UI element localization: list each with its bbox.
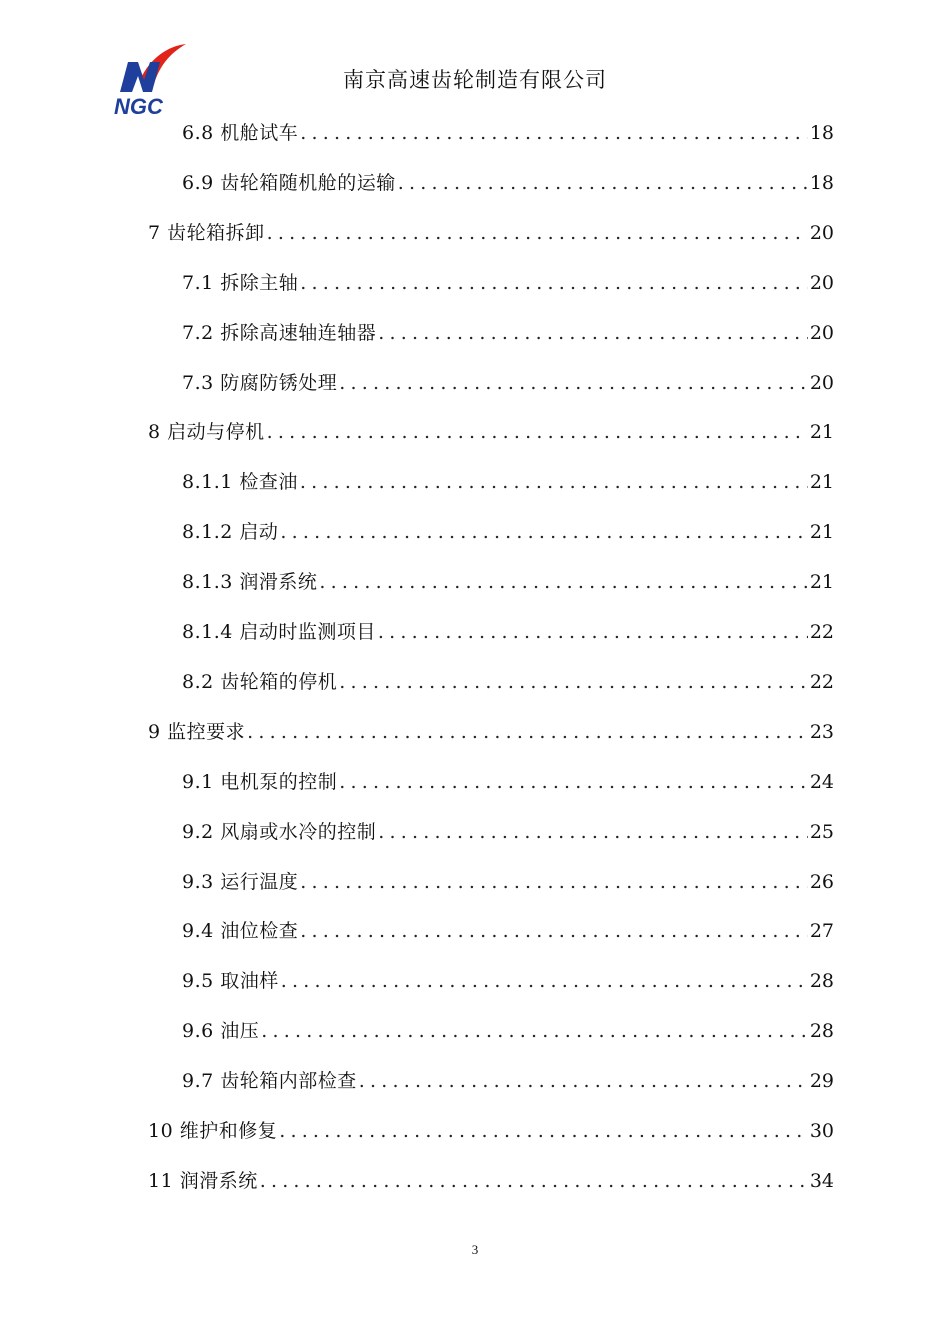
- toc-entry[interactable]: [182, 667, 834, 697]
- toc-dot-leader: [260, 1170, 808, 1192]
- toc-dot-leader: [279, 1120, 808, 1142]
- toc-dot-leader: [378, 821, 808, 843]
- toc-entry-title: 7.2 拆除高速轴连轴器: [182, 321, 377, 344]
- toc-entry[interactable]: [182, 467, 834, 497]
- toc-dot-leader: [359, 1070, 808, 1092]
- logo-text: NGC: [114, 94, 163, 118]
- toc-entry[interactable]: [148, 218, 834, 248]
- toc-entry[interactable]: [182, 767, 834, 797]
- toc-entry-page: 29: [809, 1070, 834, 1093]
- toc-entry-title: 10 维护和修复: [148, 1120, 278, 1142]
- toc-entry[interactable]: [148, 417, 834, 447]
- toc-dot-leader: [378, 322, 808, 344]
- toc-entry[interactable]: [182, 817, 834, 847]
- toc-entry-title: 9.6 油压: [182, 1020, 260, 1043]
- toc-dot-leader: [267, 222, 808, 244]
- toc-entry-title: 9 监控要求: [148, 720, 246, 743]
- toc-dot-leader: [261, 1020, 808, 1042]
- toc-entry-title: 9.1 电机泵的控制: [182, 770, 338, 793]
- toc-dot-leader: [300, 471, 808, 493]
- toc-entry[interactable]: [182, 118, 834, 148]
- toc-entry-page: 25: [809, 820, 834, 843]
- toc-entry-page: 18: [809, 171, 834, 194]
- toc-entry[interactable]: [182, 617, 834, 647]
- toc-dot-leader: [300, 122, 808, 144]
- toc-entry-page: 20: [809, 271, 834, 294]
- toc-entry[interactable]: [182, 368, 834, 398]
- toc-entry-page: 20: [809, 221, 834, 244]
- toc-entry-title: 9.4 油位检查: [182, 920, 299, 943]
- toc-entry-page: 24: [809, 770, 834, 793]
- toc-entry[interactable]: [182, 966, 834, 996]
- toc-entry-title: 9.2 风扇或水冷的控制: [182, 820, 377, 843]
- toc-entry[interactable]: [182, 1016, 834, 1046]
- toc-entry-title: 8.1.2 启动: [182, 521, 279, 544]
- toc-entry[interactable]: [182, 567, 834, 597]
- toc-dot-leader: [319, 571, 807, 593]
- toc-entry-title: 6.8 机舱试车: [182, 122, 299, 144]
- toc-dot-leader: [247, 721, 808, 743]
- toc-entry-title: 9.5 取油样: [182, 970, 279, 993]
- toc-entry-page: 20: [809, 371, 834, 394]
- toc-entry-title: 8 启动与停机: [148, 421, 265, 444]
- toc-entry[interactable]: [182, 1066, 834, 1096]
- toc-entry[interactable]: [148, 717, 834, 747]
- toc-entry[interactable]: [182, 318, 834, 348]
- toc-entry-title: 7.3 防腐防锈处理: [182, 371, 338, 394]
- toc-entry-title: 8.2 齿轮箱的停机: [182, 670, 338, 693]
- toc-entry-page: 18: [809, 122, 834, 144]
- toc-dot-leader: [378, 621, 808, 643]
- toc-entry-page: 21: [809, 521, 834, 544]
- toc-entry-title: 8.1.4 启动时监测项目: [182, 621, 376, 643]
- toc-entry[interactable]: [182, 268, 834, 298]
- toc-entry-page: 21: [809, 571, 834, 594]
- toc-entry[interactable]: [182, 168, 834, 198]
- toc-entry[interactable]: [148, 1166, 834, 1196]
- toc-dot-leader: [300, 920, 808, 942]
- toc-dot-leader: [300, 272, 808, 294]
- toc-dot-leader: [281, 970, 808, 992]
- toc-entry-page: 34: [809, 1169, 834, 1192]
- toc-entry-title: 6.9 齿轮箱随机舱的运输: [182, 171, 396, 194]
- toc-entry-title: 7 齿轮箱拆卸: [148, 221, 265, 244]
- toc-dot-leader: [267, 421, 808, 443]
- toc-entry-page: 30: [809, 1120, 834, 1142]
- toc-entry[interactable]: [182, 916, 834, 946]
- toc-dot-leader: [339, 771, 808, 793]
- toc-entry-page: 28: [809, 970, 834, 993]
- toc-entry[interactable]: [182, 517, 834, 547]
- toc-dot-leader: [398, 172, 808, 194]
- toc-dot-leader: [300, 871, 808, 893]
- toc-dot-leader: [339, 671, 808, 693]
- toc-entry-page: 28: [809, 1020, 834, 1043]
- toc-entry-title: 11 润滑系统: [148, 1169, 258, 1192]
- toc-entry-page: 21: [809, 421, 834, 444]
- toc-entry-page: 21: [809, 471, 834, 494]
- toc-entry-title: 7.1 拆除主轴: [182, 271, 299, 294]
- toc-entry-page: 26: [809, 870, 834, 893]
- toc-entry-page: 20: [809, 321, 834, 344]
- company-name: 南京高速齿轮制造有限公司: [343, 68, 607, 92]
- toc-entry[interactable]: [148, 1116, 834, 1146]
- toc-dot-leader: [280, 521, 807, 543]
- toc-entry-title: 8.1.1 检查油: [182, 471, 298, 494]
- page-number: 3: [471, 1242, 479, 1257]
- toc-entry-title: 9.7 齿轮箱内部检查: [182, 1070, 357, 1093]
- toc-entry-page: 23: [809, 720, 834, 743]
- toc-entry-page: 22: [809, 670, 834, 693]
- toc-entry-page: 22: [809, 621, 834, 643]
- toc-entry-page: 27: [809, 920, 834, 943]
- toc-dot-leader: [339, 372, 808, 394]
- toc-entry-title: 9.3 运行温度: [182, 870, 299, 893]
- toc-entry-title: 8.1.3 润滑系统: [182, 571, 318, 594]
- toc-entry[interactable]: [182, 867, 834, 897]
